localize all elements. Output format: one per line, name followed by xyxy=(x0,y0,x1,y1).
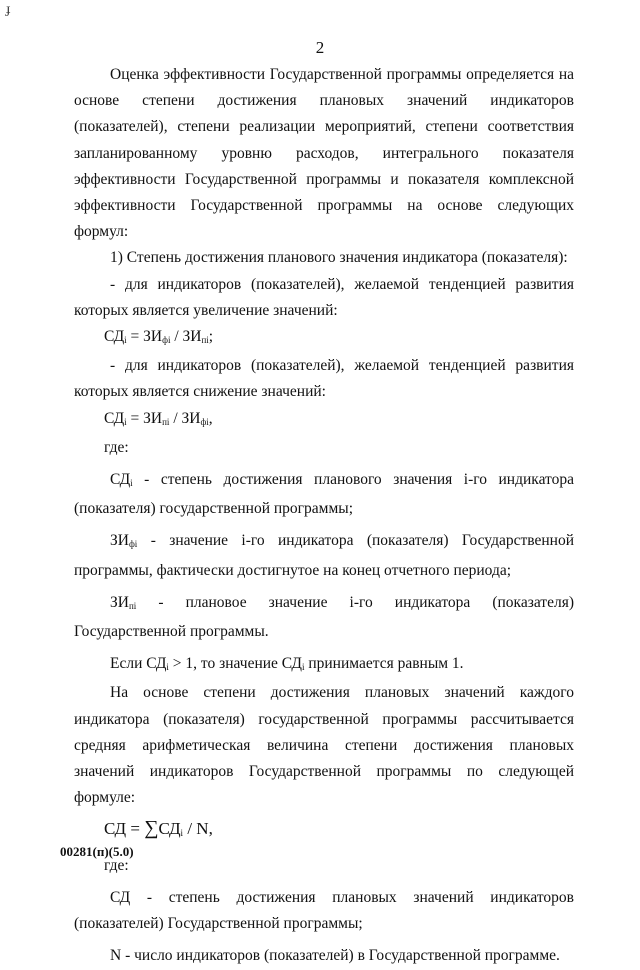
definition-sd-i: $СД_i$ - степень достижения планового значения i-го индикатора (показателя) государственной программы; xyxy=(74,471,574,518)
definition-zi-p: $ЗИ_{пi}$ - плановое значение i-го индикатора (показателя) Государственной программы. xyxy=(74,593,574,641)
where-label-2: где: xyxy=(104,856,129,874)
formula-2: $СД_i = ЗИ_{пi} / ЗИ_{фi}$, xyxy=(104,409,213,427)
formula-3: СД = $\sum СД_i$ / N, xyxy=(104,817,213,840)
formula-1: $СД_i = ЗИ_{фi} / ЗИ_{пi}$; xyxy=(104,328,214,346)
paragraph-average: На основе степени достижения плановых значений каждого индикатора (показателя) государственной программы рассчитывается средняя арифметическая величина степени достижения плановых значений индикаторов Государственной программы по следующей формуле: xyxy=(74,684,574,807)
bullet-increase: - для индикаторов (показателей), желаемой тенденцией развития которых является увеличение значений: xyxy=(74,275,574,319)
condition-text: Если $СД_i > 1$, то значение $СД_i$ принимается равным 1. xyxy=(110,655,464,673)
footer-code: 00281(п)(5.0) xyxy=(60,844,134,859)
item-1-heading: 1) Степень достижения планового значения индикатора (показателя): xyxy=(110,249,568,267)
paragraph-intro: Оценка эффективности Государственной программы определяется на основе степени достижения плановых значений индикаторов (показателей), степени реализации мероприятий, степени соответствия запланированному уровню расходов, интегрального показателя эффективности Государственной программы и показателя комплексной эффективности Государственной программы на основе следующих формул: xyxy=(74,66,574,241)
definition-sd-total: СД - степень достижения плановых значений индикаторов (показателей) Государственной программы; xyxy=(74,888,574,933)
where-label-1: где: xyxy=(104,438,129,456)
document-body xyxy=(74,62,574,970)
definition-zi-f: $ЗИ_{фi}$ - значение i-го индикатора (показателя) Государственной программы, фактически достигнутое на конец отчетного периода; xyxy=(74,532,574,579)
definition-n: N - число индикаторов (показателей) в Государственной программе. xyxy=(110,947,560,965)
corner-mark: ɟ xyxy=(6,2,11,17)
bullet-decrease: - для индикаторов (показателей), желаемой тенденцией развития которых является снижение значений: xyxy=(74,357,574,401)
page-number: 2 xyxy=(315,38,325,57)
